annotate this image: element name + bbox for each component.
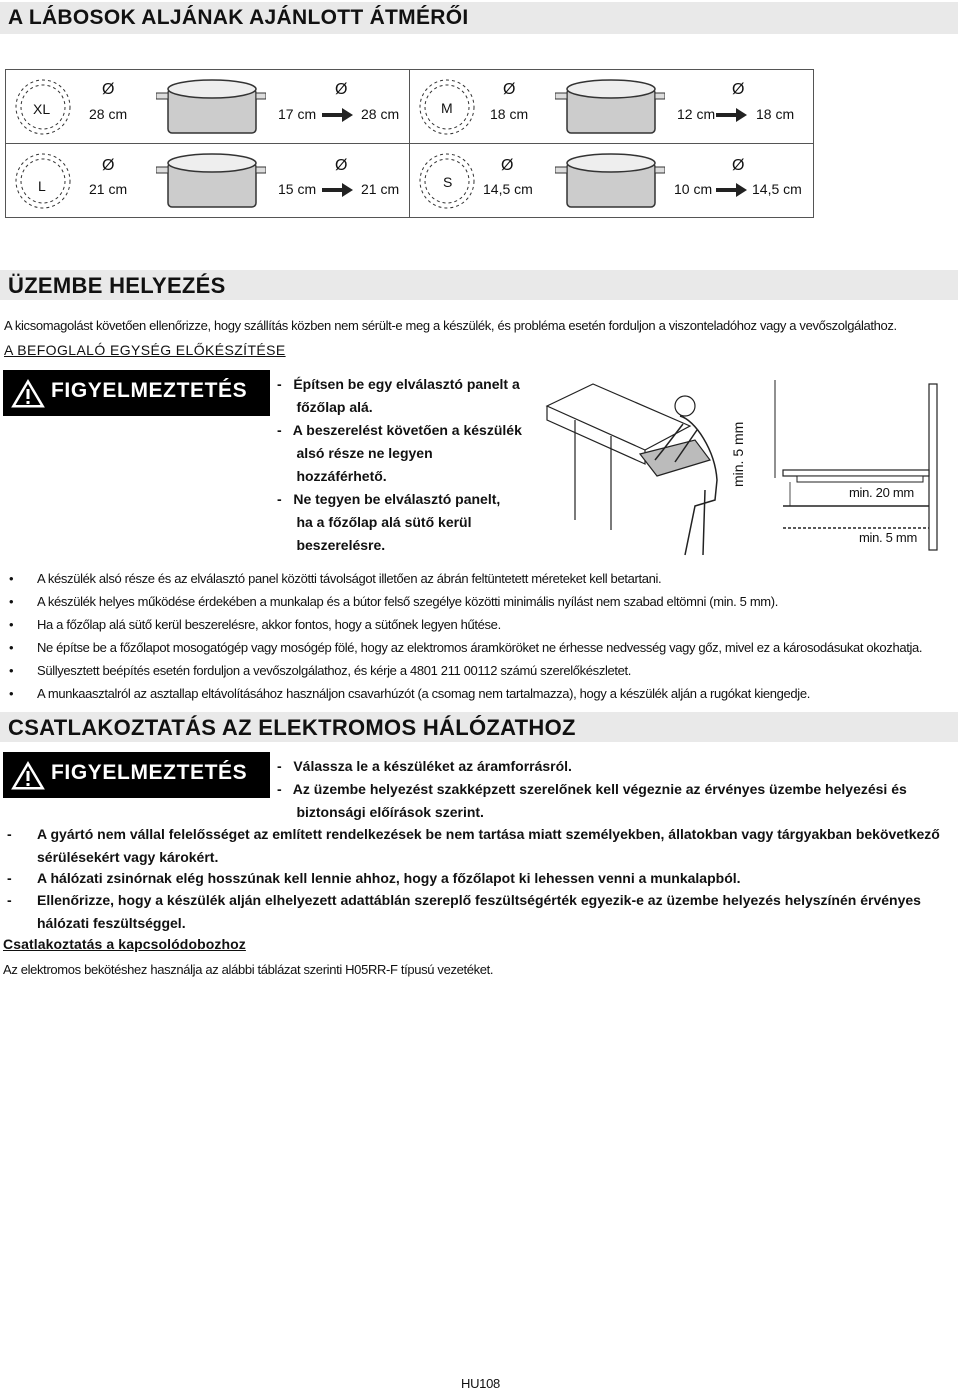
warning-line: - Válassza le a készüléket az áramforrásról. [277, 758, 572, 774]
electric-subheading: Csatlakoztatás a kapcsolódobozhoz [3, 936, 246, 952]
pot-icon [555, 149, 665, 214]
diameter-symbol: Ø [102, 81, 115, 98]
range-from: 17 cm [278, 106, 317, 122]
list-item: - Ellenőrizze, hogy a készülék alján elhelyezett adattáblán szereplő feszültségérték egyezik-e az üzembe helyezés helyszínén érvényes [7, 892, 921, 908]
install-intro: A kicsomagolást követően ellenőrizze, hogy szállítás közben nem sérült-e meg a készülék, és probléma esetén forduljon a viszonteladóhoz vagy a vevőszolgálathoz. [4, 318, 897, 333]
warning-banner [3, 370, 270, 416]
electric-heading: CSATLAKOZTATÁS AZ ELEKTROMOS HÁLÓZATHOZ [8, 715, 576, 740]
warning-line: - Építsen be egy elválasztó panelt a [277, 376, 520, 392]
pot-cell-xl [6, 70, 410, 144]
pot-cell-m [410, 70, 814, 144]
bullet-icon: • [9, 617, 14, 632]
arrow-right-icon [322, 182, 354, 198]
range-from: 10 cm [674, 181, 713, 197]
install-subheading: A BEFOGLALÓ EGYSÉG ELŐKÉSZÍTÉSE [4, 342, 286, 358]
warning-icon [11, 760, 45, 790]
installer-illustration [545, 380, 735, 560]
range-to: 18 cm [756, 106, 795, 122]
list-item: • A készülék helyes működése érdekében a munkalap és a bútor felső szegélye közötti minimális nyílást nem szabad eltömni (min. 5 mm). [9, 594, 779, 609]
list-item: • A készülék alsó része és az elválasztó panel közötti távolságot illetően az ábrán feltüntetett méreteket kell betartani. [9, 571, 662, 586]
dimension-vertical: min. 5 mm [730, 421, 746, 487]
warning-line: - Az üzembe helyezést szakképzett szerelőnek kell végeznie az érvényes üzembe helyezési és [277, 781, 907, 797]
zone-label: L [38, 178, 46, 194]
warning-line: hozzáférhető. [277, 468, 387, 484]
warning-line: - A beszerelést követően a készülék [277, 422, 522, 438]
zone-label: S [443, 174, 453, 190]
dimension-gap: min. 20 mm [849, 485, 914, 500]
install-heading: ÜZEMBE HELYEZÉS [8, 273, 226, 298]
dimension-bottom: min. 5 mm [859, 530, 917, 545]
bullet-icon: • [9, 640, 14, 655]
zone-size: 14,5 cm [483, 181, 533, 197]
zone-size: 28 cm [89, 106, 128, 122]
diameter-symbol: Ø [732, 81, 745, 98]
bullet-icon: • [9, 663, 14, 678]
zone-size: 18 cm [490, 106, 529, 122]
dash-marker: - [7, 870, 12, 886]
diameter-symbol: Ø [503, 81, 516, 98]
range-from: 12 cm [677, 106, 716, 122]
pot-size-table [5, 69, 814, 218]
dash-marker: - [7, 892, 12, 908]
page-title: A LÁBOSOK ALJÁNAK AJÁNLOTT ÁTMÉRŐI [8, 6, 469, 29]
list-item: - A hálózati zsinórnak elég hosszúnak kell lennie ahhoz, hogy a főzőlapot ki lehessen venni a munkalapból. [7, 870, 741, 886]
warning-label: FIGYELMEZTETÉS [51, 379, 248, 402]
list-item: • Ne építse be a főzőlapot mosogatógép vagy mosógép fölé, hogy az elektromos áramköröket ne érhesse nedvesség vagy gőz, mivel ez a károsodásukat okozhatja. [9, 640, 923, 655]
dash-marker: - [7, 826, 12, 842]
diameter-symbol: Ø [732, 157, 745, 174]
diameter-symbol: Ø [335, 81, 348, 98]
zone-label: XL [33, 101, 51, 117]
warning-line: ha a főzőlap alá sütő kerül [277, 514, 472, 530]
bullet-icon: • [9, 571, 14, 586]
range-to: 14,5 cm [752, 181, 802, 197]
list-item: • Süllyesztett beépítés esetén forduljon a vevőszolgálathoz, és kérje a 4801 211 00112 számú szerelőkészletet. [9, 663, 632, 678]
warning-label: FIGYELMEZTETÉS [51, 761, 248, 784]
diameter-symbol: Ø [102, 157, 115, 174]
range-to: 21 cm [361, 181, 400, 197]
page-number: HU108 [461, 1376, 500, 1391]
range-to: 28 cm [361, 106, 400, 122]
arrow-right-icon [716, 182, 748, 198]
warning-line: alsó része ne legyen [277, 445, 433, 461]
list-item: • Ha a főzőlap alá sütő kerül beszerelésre, akkor fontos, hogy a sütőnek legyen hűtése. [9, 617, 501, 632]
bullet-icon: • [9, 686, 14, 701]
diameter-symbol: Ø [335, 157, 348, 174]
pot-icon [156, 149, 266, 214]
warning-line: biztonsági előírások szerint. [277, 804, 484, 820]
pot-icon [555, 75, 665, 140]
zone-size: 21 cm [89, 181, 128, 197]
arrow-right-icon [716, 107, 748, 123]
arrow-right-icon [322, 107, 354, 123]
diameter-symbol: Ø [501, 157, 514, 174]
bullet-icon: • [9, 594, 14, 609]
pot-cell-s [410, 144, 814, 218]
warning-line: főzőlap alá. [277, 399, 373, 415]
warning-banner [3, 752, 270, 798]
pot-cell-l [6, 144, 410, 218]
range-from: 15 cm [278, 181, 317, 197]
warning-line: beszerelésre. [277, 537, 386, 553]
list-item: • A munkaasztalról az asztallap eltávolításához használjon csavarhúzót (a csomag nem tartalmazza), hogy a készülék alján a rugókat kiengedje. [9, 686, 810, 701]
list-item: - A gyártó nem vállal felelősséget az említett rendelkezések be nem tartása miatt személyekben, állatokban vagy tárgyakban bekövetkező [7, 826, 940, 842]
warning-line: - Ne tegyen be elválasztó panelt, [277, 491, 501, 507]
pot-icon [156, 75, 266, 140]
zone-label: M [441, 100, 453, 116]
electric-text: Az elektromos bekötéshez használja az alábbi táblázat szerinti H05RR-F típusú vezetéket. [3, 962, 494, 977]
warning-icon [11, 378, 45, 408]
